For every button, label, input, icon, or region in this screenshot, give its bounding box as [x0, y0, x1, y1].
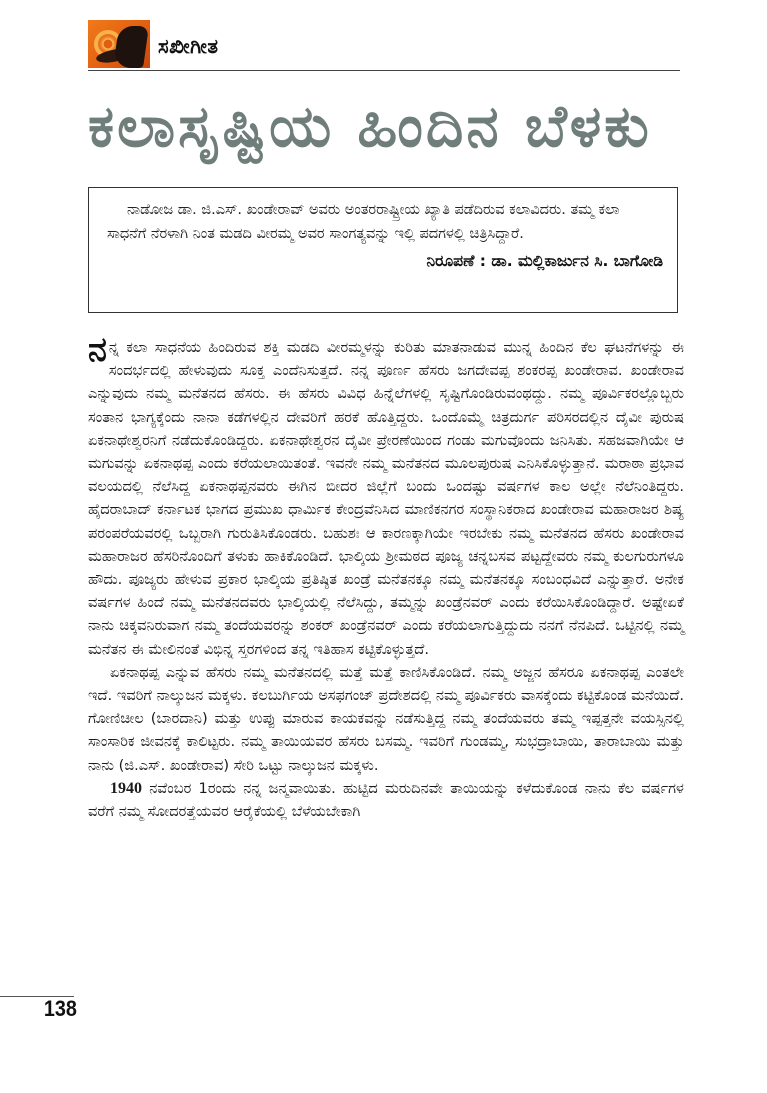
paragraph-2: ಏಕನಾಥಪ್ಪ ಎನ್ನುವ ಹೆಸರು ನಮ್ಮ ಮನೆತನದಲ್ಲಿ ಮತ್ತೆ ಮತ್ತೆ ಕಾಣಿಸಿಕೊಂಡಿದೆ. ನಮ್ಮ ಅಜ್ಜನ ಹೆಸರೂ ಏಕನಾಥಪ್ಪ ಎಂತಲೇ ಇದೆ. ಇವರಿಗೆ ನಾಲ್ಕುಜನ ಮಕ್ಕಳು. ಕಲಬುರ್ಗಿಯ ಅಸಫಗಂಜ್ ಪ್ರದೇಶದಲ್ಲಿ ನಮ್ಮ ಪೂರ್ವಿಕರು ವಾಸಕ್ಕೆಂದು ಕಟ್ಟಿಕೊಂಡ ಮನೆಯಿದೆ. ಗೋಣಿಚೀಲ (ಬಾರದಾನಿ) ಮತ್ತು ಉಪ್ಪು ಮಾರುವ ಕಾಯಕವನ್ನು ನಡೆಸುತ್ತಿದ್ದ ನಮ್ಮ ತಂದೆಯವರು ತಮ್ಮ ಇಪ್ಪತ್ತನೇ ವಯಸ್ಸಿನಲ್ಲಿ ಸಾಂಸಾರಿಕ ಜೀವನಕ್ಕೆ ಕಾಲಿಟ್ಟರು. ನಮ್ಮ ತಾಯಿಯವರ ಹೆಸರು ಬಸಮ್ಮ. ಇವರಿಗೆ ಗುಂಡಮ್ಮ, ಸುಭದ್ರಾಬಾಯಿ, ತಾರಾಬಾಯಿ ಮತ್ತು ನಾನು (ಜಿ.ಎಸ್. ಖಂಡೇರಾವ) ಸೇರಿ ಒಟ್ಟು ನಾಲ್ಕುಜನ ಮಕ್ಕಳು. — [88, 663, 684, 774]
paragraph-3 — [88, 777, 684, 823]
article-title: ಕಲಾಸೃಷ್ಟಿಯ ಹಿಂದಿನ ಬೆಳಕು — [88, 92, 652, 160]
magazine-brand-name: ಸಖೀಗೀತ — [158, 34, 219, 58]
paragraph-1 — [88, 330, 684, 661]
page-number: 138 — [43, 996, 77, 1021]
article-body — [88, 330, 684, 823]
magazine-header — [88, 20, 680, 72]
logo-figure — [113, 26, 149, 68]
header-divider — [88, 70, 680, 71]
intro-box — [88, 187, 678, 313]
paragraph-1-text: ನ್ನ ಕಲಾ ಸಾಧನೆಯ ಹಿಂದಿರುವ ಶಕ್ತಿ ಮಡದಿ ವೀರಮ್ಮಳನ್ನು ಕುರಿತು ಮಾತನಾಡುವ ಮುನ್ನ ಹಿಂದಿನ ಕೆಲ ಘಟನೆಗಳನ್ನು ಈ ಸಂದರ್ಭದಲ್ಲಿ ಹೇಳುವುದು ಸೂಕ್ತ ಎಂದೆನಿಸುತ್ತದೆ. ನನ್ನ ಪೂರ್ಣ ಹೆಸರು ಜಗದೇವಪ್ಪ ಶಂಕರಪ್ಪ ಖಂಡೇರಾವ. ಖಂಡೇರಾವ ಎನ್ನುವುದು ನಮ್ಮ ಮನೆತನದ ಹೆಸರು. ಈ ಹೆಸರು ವಿವಿಧ ಹಿನ್ನೆಲೆಗಳಲ್ಲಿ ಸೃಷ್ಟಿಗೊಂಡಿರುವಂಥದ್ದು. ನಮ್ಮ ಪೂರ್ವಿಕರಲ್ಲೊಬ್ಬರು ಸಂತಾನ ಭಾಗ್ಯಕ್ಕೆಂದು ನಾನಾ ಕಡೆಗಳಲ್ಲಿನ ದೇವರಿಗೆ ಹರಕೆ ಹೊತ್ತಿದ್ದರು. ಒಂದೊಮ್ಮೆ ಚಿತ್ರದುರ್ಗ ಪರಿಸರದಲ್ಲಿನ ದೈವೀ ಪುರುಷ ಏಕನಾಥೇಶ್ವರನಿಗೆ ನಡೆದುಕೊಂಡಿದ್ದರು. ಏಕನಾಥೇಶ್ವರನ ದೈವೀ ಪ್ರೇರಣೆಯಿಂದ ಗಂಡು ಮಗುವೊಂದು ಜನಿಸಿತು. ಸಹಜವಾಗಿಯೇ ಆ ಮಗುವನ್ನು ಏಕನಾಥಪ್ಪ ಎಂದು ಕರೆಯಲಾಯಿತಂತೆ. ಇವನೇ ನಮ್ಮ ಮನೆತನದ ಮೂಲಪುರುಷ ಎನಿಸಿಕೊಳ್ಳುತ್ತಾನೆ. ಮರಾಠಾ ಪ್ರಭಾವ ವಲಯದಲ್ಲಿ ನೆಲೆಸಿದ್ದ ಏಕನಾಥಪ್ಪನವರು ಈಗಿನ ಬೀದರ ಜಿಲ್ಲೆಗೆ ಬಂದು ಒಂದಷ್ಟು ವರ್ಷಗಳ ಕಾಲ ಅಲ್ಲೇ ನೆಲೆನಿಂತಿದ್ದರು. ಹೈದರಾಬಾದ್ ಕರ್ನಾಟಕ ಭಾಗದ ಪ್ರಮುಖ ಧಾರ್ಮಿಕ ಕೇಂದ್ರವೆನಿಸಿದ ಮಾಣಿಕನಗರ ಸಂಸ್ಥಾನಿಕರಾದ ಖಂಡೇರಾವ ಮಹಾರಾಜರ ಶಿಷ್ಯ ಪರಂಪರೆಯವರಲ್ಲಿ ಒಬ್ಬರಾಗಿ ಗುರುತಿಸಿಕೊಂಡರು. ಬಹುಶಃ ಆ ಕಾರಣಕ್ಕಾಗಿಯೇ ಇರಬೇಕು ನಮ್ಮ ಮನೆತನದ ಹೆಸರು ಖಂಡೇರಾವ ಮಹಾರಾಜರ ಹೆಸರಿನೊಂದಿಗೆ ತಳುಕು ಹಾಕಿಕೊಂಡಿದೆ. ಭಾಲ್ಕಿಯ ಶ್ರೀಮಠದ ಪೂಜ್ಯ ಚನ್ನಬಸವ ಪಟ್ಟದ್ದೇವರು ನಮ್ಮ ಕುಲಗುರುಗಳೂ ಹೌದು. ಪೂಜ್ಯರು ಹೇಳುವ ಪ್ರಕಾರ ಭಾಲ್ಕಿಯ ಪ್ರತಿಷ್ಠಿತ ಖಂಡ್ರೆ ಮನೆತನಕ್ಕೂ ನಮ್ಮ ಮನೆತನಕ್ಕೂ ಸಂಬಂಧವಿದೆ ಎನ್ನುತ್ತಾರೆ. ಅನೇಕ ವರ್ಷಗಳ ಹಿಂದೆ ನಮ್ಮ ಮನೆತನದವರು ಭಾಲ್ಕಿಯಲ್ಲಿ ನೆಲೆಸಿದ್ದು, ತಮ್ಮನ್ನು ಖಂಡ್ರೆನವರ್ ಎಂದು ಕರೆಯಿಸಿಕೊಂಡಿದ್ದಾರೆ. ಅಷ್ಟೇಏಕೆ ನಾನು ಚಿಕ್ಕವನಿರುವಾಗ ನಮ್ಮ ತಂದೆಯವರನ್ನು ಶಂಕರ್ ಖಂಡ್ರೆನವರ್ ಎಂದು ಕರೆಯಲಾಗುತ್ತಿದ್ದುದು ನನಗೆ ನೆನಪಿದೆ. ಒಟ್ಟಿನಲ್ಲಿ ನಮ್ಮ ಮನೆತನ ಈ ಮೇಲಿನಂತೆ ವಿಭಿನ್ನ ಸ್ತರಗಳಿಂದ ತನ್ನ ಇತಿಹಾಸ ಕಟ್ಟಿಕೊಳ್ಳುತ್ತದೆ. — [88, 339, 684, 658]
birth-year: 1940 — [110, 779, 142, 797]
paragraph-3-text: ನವೆಂಬರ 1ರಂದು ನನ್ನ ಜನ್ಮವಾಯಿತು. ಹುಟ್ಟಿದ ಮರುದಿನವೇ ತಾಯಿಯನ್ನು ಕಳೆದುಕೊಂಡ ನಾನು ಕೆಲ ವರ್ಷಗಳ ವರೆಗೆ ನಮ್ಮ ಸೋದರತ್ತೆಯವರ ಆರೈಕೆಯಲ್ಲಿ ಬೆಳೆಯಬೇಕಾಗಿ — [88, 779, 684, 821]
sakhigeetha-logo-icon — [88, 20, 150, 68]
intro-text: ನಾಡೋಜ ಡಾ. ಜಿ.ಎಸ್. ಖಂಡೇರಾವ್ ಅವರು ಅಂತರರಾಷ್ಟ್ರೀಯ ಖ್ಯಾತಿ ಪಡೆದಿರುವ ಕಲಾವಿದರು. ತಮ್ಮ ಕಲಾ ಸಾಧನೆಗೆ ನೆರಳಾಗಿ ನಿಂತ ಮಡದಿ ವೀರಮ್ಮ ಅವರ ಸಾಂಗತ್ಯವನ್ನು ಇಲ್ಲಿ ಪದಗಳಲ್ಲಿ ಚಿತ್ರಿಸಿದ್ದಾರೆ. — [107, 202, 620, 242]
byline: ನಿರೂಪಣೆ : ಡಾ. ಮಲ್ಲಿಕಾರ್ಜುನ ಸಿ. ಬಾಗೋಡಿ — [426, 252, 663, 270]
drop-cap: ನ — [88, 330, 107, 370]
